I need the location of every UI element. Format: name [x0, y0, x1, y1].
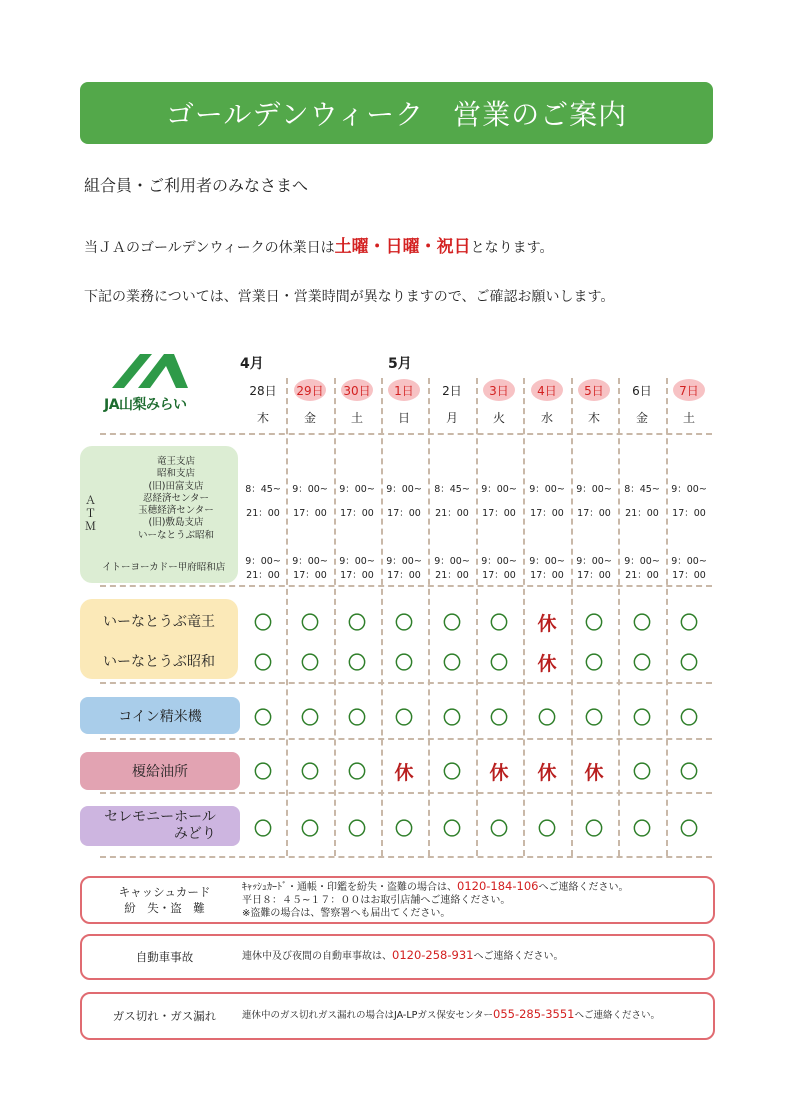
- info-text: へご連絡ください。: [574, 1010, 660, 1021]
- atm-ito-open-time: 9：00~: [339, 556, 375, 567]
- day-number: 30日: [341, 379, 373, 401]
- atm-ito-close-time: 17：00: [340, 570, 374, 581]
- open-mark: 〇: [301, 819, 319, 840]
- atm-close-time: 17：00: [672, 508, 706, 519]
- month-may: 5月: [388, 356, 412, 372]
- row-divider: [100, 585, 712, 587]
- open-mark: 〇: [633, 653, 651, 674]
- open-mark: 〇: [443, 762, 461, 783]
- open-mark: 〇: [633, 613, 651, 634]
- atm-ito-close-time: 17：00: [482, 570, 516, 581]
- info-text: ※盗難の場合は、警察署へも届出てください。: [242, 908, 451, 919]
- weekday: 木: [587, 411, 600, 425]
- column-divider: [523, 378, 525, 856]
- atm-open-time: 9：00~: [386, 484, 422, 495]
- notice-text: 下記の業務については、営業日・営業時間が異なりますので、ご確認お願いします。: [84, 289, 615, 305]
- atm-branch: (旧)田富支店: [148, 480, 204, 492]
- atm-open-time: 9：00~: [339, 484, 375, 495]
- atm-close-time: 17：00: [530, 508, 564, 519]
- closed-mark: 休: [394, 762, 414, 784]
- holiday-notice: [84, 232, 554, 257]
- atm-ito-close-time: 17：00: [530, 570, 564, 581]
- page-title: ゴールデンウィーク 営業のご案内: [80, 82, 713, 144]
- weekday: 水: [540, 411, 553, 425]
- atm-ito-open-time: 9：00~: [245, 556, 281, 567]
- atm-ito-yokado-label: イトーヨーカドー甲府昭和店: [102, 562, 226, 573]
- info-box-gas: [80, 992, 715, 1040]
- weekday: 金: [303, 411, 316, 425]
- open-mark: 〇: [680, 653, 698, 674]
- atm-open-time: 9：00~: [671, 484, 707, 495]
- atm-ito-close-time: 21：00: [246, 570, 280, 581]
- day-number: 3日: [483, 379, 515, 401]
- day-number: 2日: [442, 383, 462, 398]
- info-text: へご連絡ください。: [538, 882, 629, 893]
- info-box-car-accident: [80, 934, 715, 980]
- open-mark: 〇: [443, 819, 461, 840]
- open-mark: 〇: [680, 819, 698, 840]
- row-divider: [100, 682, 712, 684]
- weekday: 木: [256, 411, 269, 425]
- open-mark: 〇: [680, 613, 698, 634]
- weekday: 土: [350, 411, 363, 425]
- day-number: 6日: [632, 383, 652, 398]
- open-mark: 〇: [254, 762, 272, 783]
- open-mark: 〇: [443, 708, 461, 729]
- info-detail-cash-card: [242, 880, 707, 920]
- open-mark: 〇: [633, 819, 651, 840]
- open-mark: 〇: [395, 653, 413, 674]
- column-divider: [618, 378, 620, 856]
- open-mark: 〇: [585, 613, 603, 634]
- info-text: 平日８：４５~１７：００はお取引店舗へご連絡ください。: [242, 895, 511, 906]
- row-label-inatobu-ryuo: いーなとうぶ竜王: [103, 614, 215, 630]
- weekday: 金: [635, 411, 648, 425]
- open-mark: 〇: [585, 708, 603, 729]
- day-number: 7日: [673, 379, 705, 401]
- greeting: 組合員・ご利用者のみなさまへ: [84, 176, 309, 195]
- open-mark: 〇: [395, 613, 413, 634]
- open-mark: 〇: [254, 653, 272, 674]
- open-mark: 〇: [301, 613, 319, 634]
- phone-number: 0120-184-106: [457, 879, 539, 893]
- open-mark: 〇: [348, 653, 366, 674]
- info-text: 連休中及び夜間の自動車事故は、: [242, 951, 392, 962]
- atm-ito-close-time: 21：00: [625, 570, 659, 581]
- holiday-notice-prefix: 当ＪＡのゴールデンウィークの休業日は: [84, 240, 335, 256]
- info-text: へご連絡ください。: [473, 951, 564, 962]
- closed-mark: 休: [537, 613, 557, 635]
- weekday: 火: [492, 411, 505, 425]
- column-divider: [571, 378, 573, 856]
- atm-open-time: 9：00~: [576, 484, 612, 495]
- open-mark: 〇: [585, 819, 603, 840]
- open-mark: 〇: [301, 762, 319, 783]
- atm-close-time: 17：00: [482, 508, 516, 519]
- open-mark: 〇: [254, 819, 272, 840]
- atm-ito-close-time: 17：00: [672, 570, 706, 581]
- closed-mark: 休: [489, 762, 509, 784]
- open-mark: 〇: [680, 708, 698, 729]
- closed-mark: 休: [537, 762, 557, 784]
- info-text: 連休中のガス切れガス漏れの場合はJA-LPガス保安センター: [242, 1010, 493, 1021]
- row-label-enoki-gas-station: 榎給油所: [80, 752, 240, 790]
- day-number: 4日: [531, 379, 563, 401]
- open-mark: 〇: [490, 653, 508, 674]
- atm-open-time: 8：45~: [434, 484, 470, 495]
- open-mark: 〇: [348, 819, 366, 840]
- holiday-notice-suffix: となります。: [470, 240, 554, 256]
- info-box-cash-card: [80, 876, 715, 924]
- atm-branch-list: [116, 456, 236, 542]
- day-number: 1日: [388, 379, 420, 401]
- atm-branch: 玉穂経済センター: [138, 505, 214, 517]
- atm-branch: 昭和支店: [156, 468, 195, 480]
- open-mark: 〇: [301, 653, 319, 674]
- row-label-coin-rice-mill: コイン精米機: [80, 697, 240, 734]
- day-number: 28日: [249, 383, 277, 398]
- open-mark: 〇: [348, 613, 366, 634]
- open-mark: 〇: [538, 708, 556, 729]
- row-divider: [100, 856, 712, 858]
- open-mark: 〇: [254, 613, 272, 634]
- month-april: 4月: [240, 356, 264, 372]
- open-mark: 〇: [348, 762, 366, 783]
- info-title-car-accident: 自動車事故: [135, 950, 194, 964]
- atm-ito-close-time: 17：00: [387, 570, 421, 581]
- holiday-days: 土曜・日曜・祝日: [334, 237, 471, 257]
- atm-branch: 竜王支店: [156, 456, 195, 467]
- info-detail-car-accident: [242, 949, 707, 963]
- atm-ito-open-time: 9：00~: [529, 556, 565, 567]
- info-title-line1: キャッシュカード: [118, 885, 211, 899]
- open-mark: 〇: [680, 762, 698, 783]
- atm-close-time: 21：00: [435, 508, 469, 519]
- open-mark: 〇: [443, 653, 461, 674]
- info-detail-gas: [242, 1008, 710, 1022]
- atm-ito-open-time: 9：00~: [624, 556, 660, 567]
- atm-ito-open-time: 9：00~: [292, 556, 328, 567]
- closed-mark: 休: [584, 762, 604, 784]
- atm-close-time: 17：00: [293, 508, 327, 519]
- open-mark: 〇: [395, 708, 413, 729]
- atm-ito-close-time: 21：00: [435, 570, 469, 581]
- closed-mark: 休: [537, 653, 557, 675]
- phone-number: 055-285-3551: [493, 1007, 575, 1021]
- atm-open-time: 8：45~: [624, 484, 660, 495]
- atm-close-time: 17：00: [577, 508, 611, 519]
- open-mark: 〇: [254, 708, 272, 729]
- row-divider: [100, 433, 712, 435]
- column-divider: [334, 378, 336, 856]
- info-title-gas: ガス切れ・ガス漏れ: [112, 1009, 217, 1023]
- atm-open-time: 9：00~: [529, 484, 565, 495]
- ja-logo: [100, 350, 210, 412]
- weekday: 月: [445, 411, 458, 425]
- atm-ito-open-time: 9：00~: [434, 556, 470, 567]
- phone-number: 0120-258-931: [392, 948, 474, 962]
- row-label-inatobu-showa: いーなとうぶ昭和: [103, 654, 215, 670]
- info-text: ｷｬｯｼｭｶｰﾄﾞ・通帳・印鑑を紛失・盗難の場合は、: [242, 882, 457, 893]
- weekday: 土: [682, 411, 695, 425]
- column-divider: [476, 378, 478, 856]
- atm-open-time: 9：00~: [292, 484, 328, 495]
- open-mark: 〇: [490, 613, 508, 634]
- atm-close-time: 21：00: [246, 508, 280, 519]
- ceremony-hall-line2: みどり: [173, 826, 216, 842]
- open-mark: 〇: [633, 762, 651, 783]
- atm-ito-open-time: 9：00~: [576, 556, 612, 567]
- atm-label: ＡＴＭ: [85, 494, 96, 533]
- open-mark: 〇: [301, 708, 319, 729]
- weekday: 日: [397, 411, 410, 425]
- atm-close-time: 17：00: [340, 508, 374, 519]
- open-mark: 〇: [585, 653, 603, 674]
- row-divider: [100, 738, 712, 740]
- open-mark: 〇: [443, 613, 461, 634]
- info-title-cash-card: [92, 884, 237, 916]
- open-mark: 〇: [633, 708, 651, 729]
- row-divider: [100, 792, 712, 794]
- atm-ito-open-time: 9：00~: [386, 556, 422, 567]
- info-title-line2: 紛 失・盗 難: [124, 901, 205, 915]
- column-divider: [286, 378, 288, 856]
- atm-open-time: 8：45~: [245, 484, 281, 495]
- column-divider: [428, 378, 430, 856]
- atm-branch: 忍経済センター: [142, 492, 210, 504]
- atm-ito-close-time: 17：00: [577, 570, 611, 581]
- atm-ito-open-time: 9：00~: [481, 556, 517, 567]
- atm-ito-open-time: 9：00~: [671, 556, 707, 567]
- open-mark: 〇: [348, 708, 366, 729]
- open-mark: 〇: [490, 708, 508, 729]
- ceremony-hall-line1: セレモニーホール: [104, 809, 216, 825]
- atm-close-time: 21：00: [625, 508, 659, 519]
- column-divider: [666, 378, 668, 856]
- column-divider: [381, 378, 383, 856]
- atm-branch: いーなとうぶ昭和: [137, 529, 214, 541]
- atm-open-time: 9：00~: [481, 484, 517, 495]
- atm-close-time: 17：00: [387, 508, 421, 519]
- atm-ito-close-time: 17：00: [293, 570, 327, 581]
- atm-branch: (旧)敷島支店: [148, 517, 204, 529]
- row-label-ceremony-hall: [80, 806, 240, 846]
- open-mark: 〇: [538, 819, 556, 840]
- logo-text: JA山梨みらい: [104, 397, 187, 413]
- open-mark: 〇: [395, 819, 413, 840]
- day-number: 29日: [294, 379, 326, 401]
- open-mark: 〇: [490, 819, 508, 840]
- day-number: 5日: [578, 379, 610, 401]
